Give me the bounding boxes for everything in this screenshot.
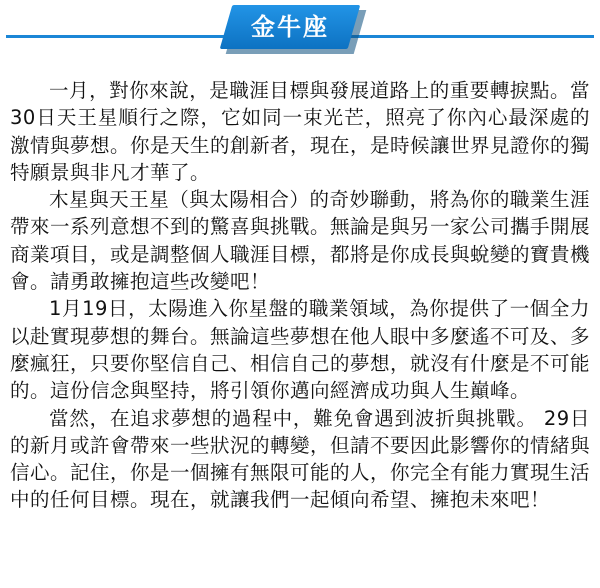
header-band bbox=[0, 0, 600, 58]
paragraph-1: 一月，對你來說，是職涯目標與發展道路上的重要轉捩點。當30日天王星順行之際，它如同一束光芒，照亮了你內心最深處的激情與夢想。你是天生的創新者，現在，是時候讓世界見證你的獨特願景與非凡才華了。 bbox=[10, 79, 591, 184]
paragraph-2: 木星與天王星（與太陽相合）的奇妙聯動，將為你的職業生涯帶來一系列意想不到的驚喜與挑戰。無論是與另一家公司攜手開展商業項目，或是調整個人職涯目標，都將是你成長與蛻變的寶貴機會。請勇敢擁抱這些改變吧！ bbox=[10, 188, 591, 294]
article-body bbox=[10, 77, 590, 514]
paragraph-4: 當然，在追求夢想的過程中，難免會遇到波折與挑戰。 29日的新月或許會帶來一些狀況的轉變，但請不要因此影響你的情緒與信心。記住，你是一個擁有無限可能的人，你完全有能力實現生活中的任何目標。現在，就讓我們一起傾向希望、擁抱未來吧！ bbox=[10, 406, 591, 512]
paragraph-3: 1月19日，太陽進入你星盤的職業領域，為你提供了一個全力以赴實現夢想的舞台。無論這些夢想在他人眼中多麼遙不可及、多麼瘋狂，只要你堅信自己、相信自己的夢想，就沒有什麼是不可能的。這份信念與堅持，將引領你邁向經濟成功與人生巔峰。 bbox=[10, 297, 591, 403]
page-title: 金牛座 bbox=[251, 13, 329, 41]
